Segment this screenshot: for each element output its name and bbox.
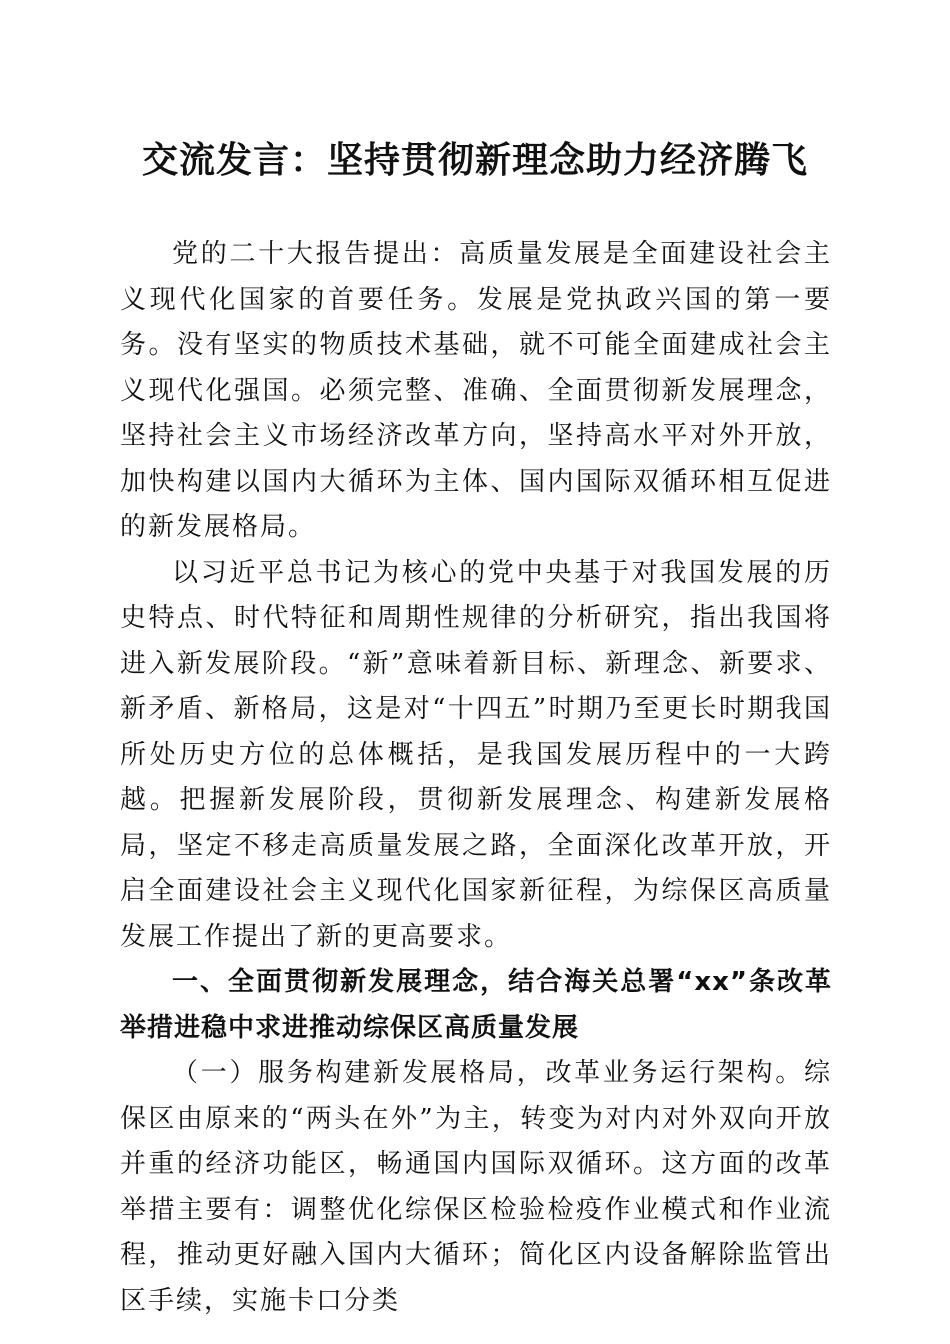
subsection-paragraph: （一）服务构建新发展格局，改革业务运行架构。综保区由原来的“两头在外”为主，转变为对内对外双向开放并重的经济功能区，畅通国内国际双循环。这方面的改革举措主要有：调整优化综保区检验检疫作业模式和作业流程，推动更好融入国内大循环；简化区内设备解除监管出区手续，实施卡口分类 [120,1058,832,1316]
document-title: 交流发言：坚持贯彻新理念助力经济腾飞 [141,139,808,181]
section-heading: 一、全面贯彻新发展理念，结合海关总署“xx”条改革举措进稳中求进推动综保区高质量发展 [120,967,832,1043]
document-body [120,232,832,1324]
body-paragraph-1: 党的二十大报告提出：高质量发展是全面建设社会主义现代化国家的首要任务。发展是党执政兴国的第一要务。没有坚实的物质技术基础，就不可能全面建成社会主义现代化强国。必须完整、准确、全面贯彻新发展理念，坚持社会主义市场经济改革方向，坚持高水平对外开放，加快构建以国内大循环为主体、国内国际双循环相互促进的新发展格局。 [120,239,832,542]
body-paragraph-2: 以习近平总书记为核心的党中央基于对我国发展的历史特点、时代特征和周期性规律的分析研究，指出我国将进入新发展阶段。“新”意味着新目标、新理念、新要求、新矛盾、新格局，这是对“十四五”时期乃至更长时期我国所处历史方位的总体概括，是我国发展历程中的一大跨越。把握新发展阶段，贯彻新发展理念、构建新发展格局，坚定不移走高质量发展之路，全面深化改革开放，开启全面建设社会主义现代化国家新征程，为综保区高质量发展工作提出了新的更高要求。 [120,557,832,952]
